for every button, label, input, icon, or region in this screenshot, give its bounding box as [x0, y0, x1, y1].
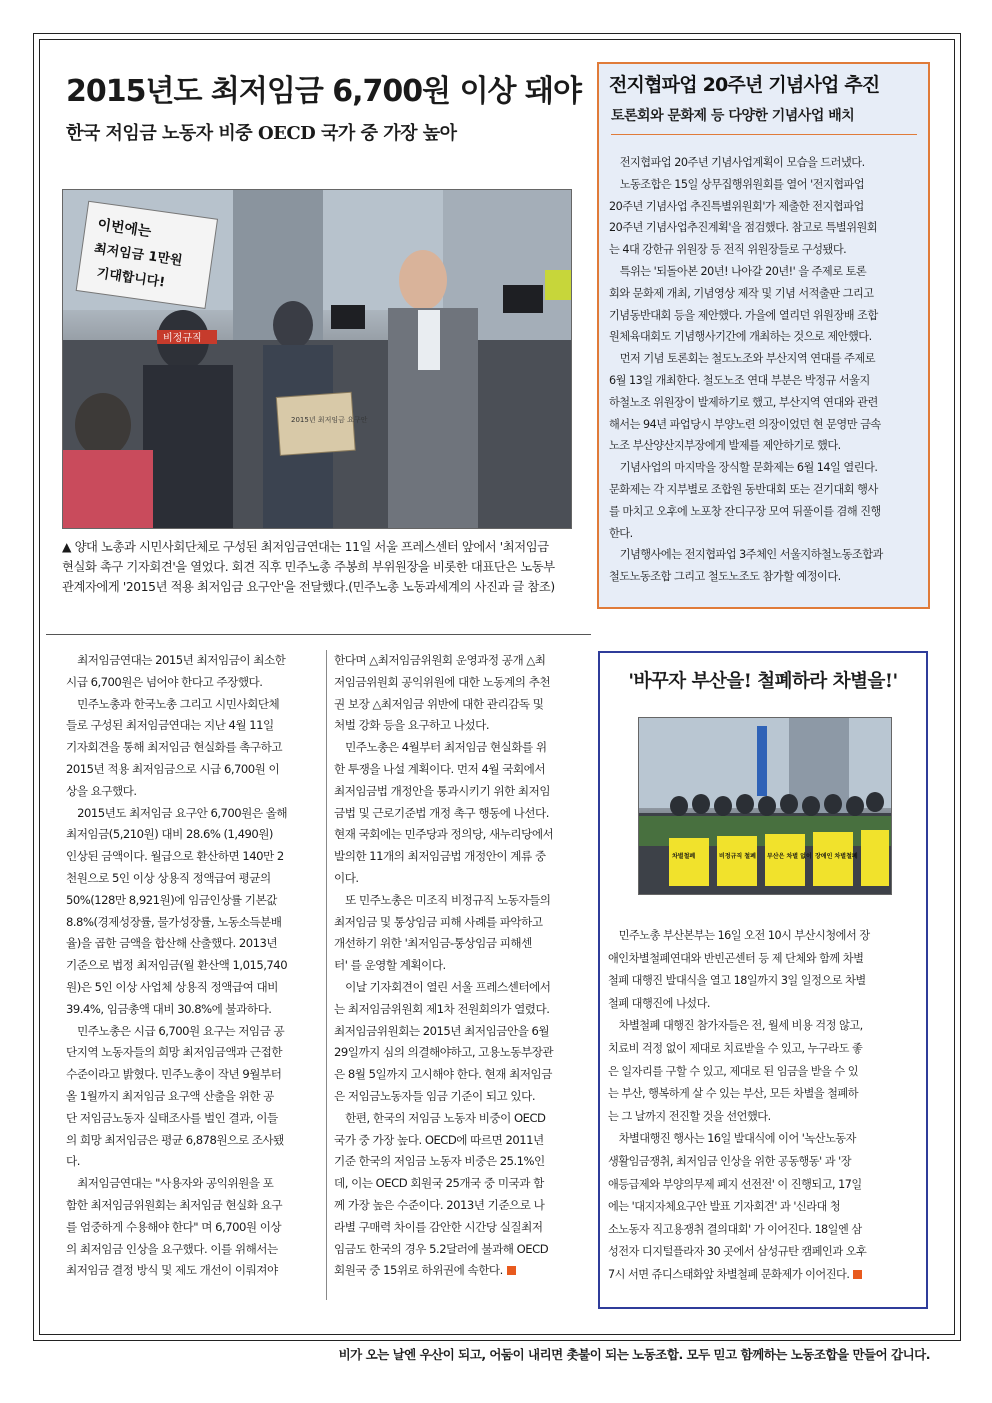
body-line: 께 가장 높은 수준이다. 2013년 기준으로 나	[334, 1197, 545, 1212]
sidebar-subtitle: 토론회와 문화제 등 다양한 기념사업 배치	[611, 108, 855, 124]
body-line: 수준이라고 밝혔다. 민주노총이 작년 9월부터	[66, 1067, 282, 1082]
sidebar-line: 특위는 '되돌아본 20년! 나아갈 20년!' 을 주제로 토론	[609, 264, 867, 278]
busan-line: 은 일자리를 구할 수 있고, 제대로 된 임금을 받을 수 있	[608, 1064, 859, 1078]
body-line: 율)을 곱한 금액을 합산해 산출했다. 2013년	[66, 936, 278, 951]
sidebar-line: 기념사업의 마지막을 장식할 문화제는 6월 14일 열린다.	[609, 461, 878, 475]
body-line: 민주노총은 4월부터 최저임금 현실화를 위	[334, 740, 547, 755]
body-line: 최저임금법 개정안을 통과시키기 위한 최저임	[334, 783, 551, 798]
body-line: 처벌 강화 등을 요구하고 나섰다.	[334, 718, 490, 733]
body-line: 39.4%, 임금총액 대비 30.8%에 불과하다.	[66, 1001, 272, 1016]
body-line: 이다.	[334, 870, 359, 885]
body-line: 민주노총은 시급 6,700원 요구는 저임금 공	[66, 1023, 285, 1038]
body-line: 현재 국회에는 민주당과 정의당, 새누리당에서	[334, 827, 554, 842]
busan-line: 생활임금쟁취, 최저임금 인상을 위한 공동행동' 과 '장	[608, 1154, 851, 1168]
footer-slogan: 비가 오는 날엔 우산이 되고, 어둠이 내리면 촛불이 되는 노동조합. 모두 믿고 함께하는 노동조합을 만들어 갑니다.	[338, 1347, 930, 1362]
photo-caption	[62, 537, 574, 597]
body-line: 천원으로 5인 이상 상용직 정액급여 평균의	[66, 870, 271, 885]
sidebar-line: 문화제는 각 지부별로 조합원 동반대회 또는 걷기대회 행사	[609, 482, 878, 496]
body-line: 단지역 노동자들의 희망 최저임금액과 근접한	[66, 1045, 283, 1060]
article-column-1	[66, 650, 320, 1282]
sign-line-3: 기대합니다!	[95, 266, 166, 291]
sidebar-line: 노조 부산양산지부장에게 발제를 제안하기로 했다.	[609, 439, 841, 453]
sidebar-line: 원체육대회도 기념행사기간에 개최하는 것으로 제안했다.	[609, 330, 872, 344]
body-line: 의 희망 최저임금은 평균 6,878원으로 조사됐	[66, 1132, 284, 1147]
body-line: 권 보장 △최저임금 위반에 대한 관리감독 및	[334, 696, 544, 711]
body-line: 의 최저임금 인상을 요구했다. 이를 위해서는	[66, 1241, 278, 1256]
busan-line-text: 7시 서면 쥬디스태화앞 차별철폐 문화제가 이어진다.	[608, 1267, 850, 1281]
body-line: 터' 를 운영할 계획이다.	[334, 958, 446, 973]
sidebar-line: 20주년 기념사업추진계획'을 점검했다. 참고로 특별위원회	[609, 221, 878, 235]
headband-text: 비정규직	[163, 333, 202, 344]
body-line: 한편, 한국의 저임금 노동자 비중이 OECD	[334, 1110, 546, 1125]
busan-line: 성전자 디지털플라자 30 곳에서 삼성규탄 캠페인과 오후	[608, 1245, 867, 1259]
body-line: 기준으로 법정 최저임금(월 환산액 1,015,740	[66, 958, 288, 973]
body-line-last	[334, 1260, 580, 1282]
column-divider	[326, 650, 327, 1300]
sidebar-line: 해서는 94년 파업당시 부양노련 의장이었던 현 문영만 금속	[609, 417, 881, 431]
body-line: 국가 중 가장 높다. OECD에 따르면 2011년	[334, 1132, 544, 1147]
body-line: 29일까지 심의 의결해야하고, 고용노동부장관	[334, 1045, 554, 1060]
body-line: 최저임금(5,210원) 대비 28.6% (1,490원)	[66, 827, 273, 842]
sidebar-line: 노동조합은 15일 상무집행위원회를 열어 '전지협파업	[609, 177, 865, 191]
busan-line: 는 그 날까지 전진할 것을 선언했다.	[608, 1109, 771, 1123]
body-line: 기자회견을 통해 최저임금 현실화를 촉구하고	[66, 740, 283, 755]
busan-rally-illustration	[639, 718, 892, 895]
envelope-text: 2015년 최저임금 요구안	[291, 416, 368, 424]
sidebar-line: 기념동반대회 등을 제안했다. 가을에 열리던 위원장배 조합	[609, 308, 878, 322]
caption-line: 관계자에게 '2015년 적용 최저임금 요구안'을 전달했다.(민주노총 노동과세계의 사진과 글 참조)	[62, 580, 555, 594]
body-line: 2015년도 최저임금 요구안 6,700원은 올해	[66, 805, 288, 820]
caption-line: ▲ 양대 노총과 시민사회단체로 구성된 최저임금연대는 11일 서울 프레스센터 앞에서 '최저임금	[62, 540, 549, 554]
body-line: 민주노총과 한국노총 그리고 시민사회단체	[66, 696, 280, 711]
busan-line: 는 부산, 행복하게 살 수 있는 부산, 모든 차별을 철폐하	[608, 1087, 859, 1101]
sidebar-line: 전지협파업 20주년 기념사업계획이 모습을 드러냈다.	[609, 156, 865, 169]
busan-line: 민주노총 부산본부는 16일 오전 10시 부산시청에서 장	[608, 929, 870, 942]
press-conference-illustration	[63, 190, 572, 529]
body-line: 는 최저임금위원회 제1차 전원회의가 열렸다.	[334, 1001, 550, 1016]
sidebar-divider	[611, 134, 917, 135]
press-conference-photo	[62, 189, 572, 529]
body-line: 라별 구매력 차이를 감안한 시간당 실질최저	[334, 1219, 543, 1234]
body-line: 한다며 △최저임금위원회 운영과정 공개 △최	[334, 653, 546, 667]
caption-line: 현실화 촉구 기자회견'을 열었다. 회견 직후 민주노총 주봉희 부위원장을 비롯한 대표단은 노동부	[62, 560, 555, 574]
busan-article-box	[598, 651, 928, 1309]
sidebar-line: 한다.	[609, 526, 633, 540]
body-line: 인상된 금액이다. 월급으로 환산하면 140만 2	[66, 849, 284, 864]
main-headline: 2015년도 최저임금 6,700원 이상 돼야	[66, 74, 581, 109]
section-divider	[46, 634, 591, 635]
body-line: 를 엄중하게 수용해야 한다" 며 6,700원 이상	[66, 1219, 282, 1234]
body-line: 올 1월까지 최저임금 요구액 산출을 위한 공	[66, 1088, 274, 1103]
body-line: 은 저임금노동자들 임금 기준이 되고 있다.	[334, 1088, 536, 1103]
article-column-2	[334, 650, 580, 1282]
body-line: 다.	[66, 1154, 80, 1169]
busan-line: 애인차별철폐연대와 반빈곤센터 등 제 단체와 함께 차별	[608, 951, 864, 965]
anniversary-sidebar-box	[597, 62, 930, 609]
sidebar-title: 전지협파업 20주년 기념사업 추진	[609, 74, 880, 96]
busan-line: 에는 '대지자체요구안 발표 기자회견' 과 '신라대 청	[608, 1200, 841, 1214]
body-line: 최저임금연대는 "사용자와 공익위원을 포	[66, 1176, 274, 1191]
placard-text-4: 장애인 차별철폐	[815, 853, 858, 860]
busan-line: 차별철폐 대행진 참가자들은 전, 월세 비용 걱정 않고,	[608, 1019, 863, 1033]
sidebar-line: 를 마치고 오후에 노포창 잔디구장 모여 뒤풀이를 겸해 진행	[609, 504, 881, 518]
body-line: 금법 및 근로기준법 개정 촉구 행동에 나선다.	[334, 805, 549, 820]
body-line: 저임금위원회 공익위원에 대한 노동계의 추천	[334, 674, 551, 689]
body-line: 2015년 적용 최저임금으로 시급 6,700원 이	[66, 761, 280, 776]
body-line: 시급 6,700원은 넘어야 한다고 주장했다.	[66, 674, 263, 689]
body-line-text: 회원국 중 15위로 하위권에 속한다.	[334, 1263, 503, 1278]
busan-line: 철폐 대행진에 나섰다.	[608, 996, 710, 1010]
body-line: 개선하기 위한 '최저임금-통상임금 피해센	[334, 936, 532, 951]
busan-line: 치료비 걱정 없이 제대로 치료받을 수 있고, 누구라도 좋	[608, 1041, 863, 1055]
body-line: 최저임금 결정 방식 및 제도 개선이 이뤄져야	[66, 1263, 278, 1278]
body-line: 단 저임금노동자 실태조사를 벌인 결과, 이들	[66, 1110, 278, 1125]
body-line: 최저임금 및 통상임금 피해 사례를 파악하고	[334, 914, 543, 929]
body-line: 기준 한국의 저임금 노동자 비중은 25.1%인	[334, 1154, 545, 1169]
sidebar-line: 하철노조 위원장이 발제하기로 했고, 부산지역 연대와 관련	[609, 395, 878, 409]
body-line: 발의한 11개의 최저임금법 개정안이 계류 중	[334, 849, 546, 864]
body-line: 또 민주노총은 미조직 비정규직 노동자들의	[334, 892, 551, 907]
body-line: 최저임금위원회는 2015년 최저임금안을 6월	[334, 1023, 550, 1038]
sign-line-1: 이번에는	[96, 216, 153, 241]
body-line: 상을 요구했다.	[66, 783, 137, 798]
busan-line: 철폐 대행진 발대식을 열고 18일까지 3일 일정으로 차별	[608, 974, 866, 988]
body-line: 임금도 한국의 경우 5.2달러에 불과해 OECD	[334, 1241, 549, 1256]
sidebar-line: 6월 13일 개최한다. 철도노조 연대 부분은 박정규 서울지	[609, 373, 870, 387]
body-line: 원)은 5인 이상 사업체 상용직 정액급여 대비	[66, 979, 278, 994]
sidebar-line: 먼저 기념 토론회는 철도노조와 부산지역 연대를 주제로	[609, 352, 876, 366]
busan-article-title: '바꾸자 부산을! 철폐하라 차별을!'	[628, 671, 898, 692]
sidebar-line: 회와 문화제 개최, 기념영상 제작 및 기념 서적출판 그리고	[609, 286, 874, 300]
body-line: 데, 이는 OECD 회원국 25개국 중 미국과 함	[334, 1176, 544, 1191]
sidebar-line: 20주년 기념사업 추진특별위원회'가 제출한 전지협파업	[609, 199, 864, 213]
sign-line-2: 최저임금 1만원	[93, 241, 184, 269]
placard-text-2: 비정규직 철폐	[719, 853, 756, 860]
sidebar-line: 철도노동조합 그리고 철도노조도 참가할 예정이다.	[609, 570, 841, 584]
placard-text-3: 부산은 차별 없이	[767, 853, 812, 860]
article-end-mark	[507, 1266, 516, 1275]
body-line: 함한 최저임금위원회는 최저임금 현실화 요구	[66, 1197, 283, 1212]
body-line: 8.8%(경제성장률, 물가성장률, 노동소득분배	[66, 914, 282, 929]
body-line: 한 투쟁을 나설 계획이다. 먼저 4월 국회에서	[334, 761, 546, 776]
placard-text-1: 차별철폐	[672, 853, 696, 860]
busan-rally-photo	[638, 717, 892, 895]
busan-article-body	[608, 925, 922, 1287]
main-subheadline: 한국 저임금 노동자 비중 OECD 국가 중 가장 높아	[66, 123, 457, 144]
body-line: 이날 기자회견이 열린 서울 프레스센터에서	[334, 979, 551, 994]
sidebar-line: 기념행사에는 전지협파업 3주체인 서울지하철노동조합과	[609, 548, 883, 562]
sidebar-body	[609, 152, 921, 588]
busan-line-last	[608, 1264, 922, 1287]
busan-line: 소노동자 직고용쟁취 결의대회' 가 이어진다. 18일엔 삼	[608, 1222, 862, 1236]
busan-line: 차별대행진 행사는 16일 발대식에 이어 '녹산노동자	[608, 1132, 856, 1146]
busan-line: 애등급제와 부양의무제 폐지 선전전' 이 진행되고, 17일	[608, 1177, 862, 1191]
body-line: 50%(128만 8,921원)에 임금인상률 기본값	[66, 892, 277, 907]
body-line: 들로 구성된 최저임금연대는 지난 4월 11일	[66, 718, 274, 733]
article-end-mark	[853, 1270, 862, 1279]
sidebar-line: 는 4대 강한규 위원장 등 전직 위원장들로 구성됐다.	[609, 243, 847, 257]
body-line: 최저임금연대는 2015년 최저임금이 최소한	[66, 653, 286, 667]
body-line: 은 8월 5일까지 고시해야 한다. 현재 최저임금	[334, 1067, 552, 1082]
